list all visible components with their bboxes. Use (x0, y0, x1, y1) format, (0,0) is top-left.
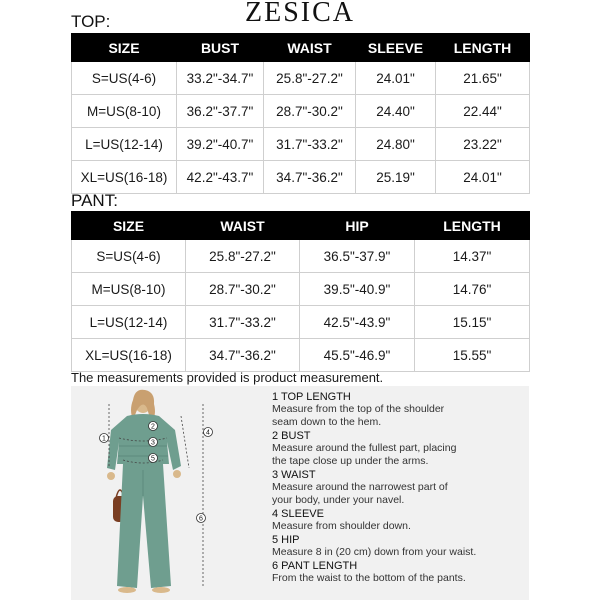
marker-label: 4 (206, 429, 210, 437)
brand-logo: ZESICA (245, 0, 355, 28)
column-header: BUST (177, 34, 264, 62)
column-header: LENGTH (415, 212, 530, 240)
model-figure (71, 386, 266, 600)
model-hand-left (107, 472, 115, 480)
step-title: 4 SLEEVE (272, 508, 324, 520)
table-cell: 39.5"-40.9" (300, 273, 415, 306)
table-header-row (72, 212, 530, 240)
step-top-length (272, 391, 527, 429)
column-header: SIZE (72, 34, 177, 62)
table-cell: 28.7"-30.2" (186, 273, 300, 306)
table-cell: 15.55" (415, 339, 530, 372)
table-cell: 36.2"-37.7" (177, 95, 264, 128)
table-cell: L=US(12-14) (72, 128, 177, 161)
marker-label: 2 (151, 423, 155, 431)
table-cell: L=US(12-14) (72, 306, 186, 339)
table-cell: XL=US(16-18) (72, 161, 177, 194)
table-cell: 39.2"-40.7" (177, 128, 264, 161)
step-title: 2 BUST (272, 430, 311, 442)
model-blouse (107, 414, 181, 470)
column-header: WAIST (264, 34, 356, 62)
top-size-table (71, 33, 530, 194)
table-row (72, 306, 530, 339)
step-desc: your body, under your navel. (272, 494, 405, 506)
table-cell: 25.8"-27.2" (186, 240, 300, 273)
step-desc: Measure from the top of the shoulder (272, 403, 445, 415)
step-title: 6 PANT LENGTH (272, 560, 358, 572)
column-header: WAIST (186, 212, 300, 240)
table-cell: 31.7"-33.2" (186, 306, 300, 339)
table-cell: 28.7"-30.2" (264, 95, 356, 128)
table-cell: 42.2"-43.7" (177, 161, 264, 194)
step-desc: Measure around the fullest part, placing (272, 442, 457, 454)
table-cell: 34.7"-36.2" (186, 339, 300, 372)
marker-label: 6 (199, 515, 203, 523)
table-row (72, 95, 530, 128)
table-row (72, 240, 530, 273)
table-cell: 36.5"-37.9" (300, 240, 415, 273)
column-header: SIZE (72, 212, 186, 240)
table-cell: 14.76" (415, 273, 530, 306)
table-header-row (72, 34, 530, 62)
table-cell: XL=US(16-18) (72, 339, 186, 372)
step-title: 1 TOP LENGTH (272, 391, 351, 403)
step-hip (272, 534, 527, 559)
table-cell: 25.8"-27.2" (264, 62, 356, 95)
step-bust (272, 430, 527, 468)
column-header: HIP (300, 212, 415, 240)
step-desc: Measure from shoulder down. (272, 520, 411, 532)
table-cell: 45.5"-46.9" (300, 339, 415, 372)
table-cell: M=US(8-10) (72, 273, 186, 306)
step-desc: From the waist to the bottom of the pants. (272, 572, 466, 584)
table-cell: 24.80" (356, 128, 436, 161)
table-cell: 14.37" (415, 240, 530, 273)
marker-label: 1 (102, 435, 106, 443)
step-desc: Measure around the narrowest part of (272, 481, 448, 493)
step-title: 5 HIP (272, 534, 300, 546)
table-row (72, 273, 530, 306)
table-cell: S=US(4-6) (72, 240, 186, 273)
table-cell: 15.15" (415, 306, 530, 339)
step-desc: Measure 8 in (20 cm) down from your waist. (272, 546, 477, 558)
table-cell: M=US(8-10) (72, 95, 177, 128)
measurement-note: The measurements provided is product measurement. (71, 370, 384, 385)
table-cell: 25.19" (356, 161, 436, 194)
table-row (72, 161, 530, 194)
table-cell: 22.44" (436, 95, 530, 128)
table-cell: S=US(4-6) (72, 62, 177, 95)
model-hand-right (173, 470, 181, 478)
table-row (72, 128, 530, 161)
table-cell: 33.2"-34.7" (177, 62, 264, 95)
column-header: SLEEVE (356, 34, 436, 62)
step-sleeve (272, 508, 527, 533)
table-cell: 21.65" (436, 62, 530, 95)
marker-label: 3 (151, 439, 155, 447)
table-cell: 42.5"-43.9" (300, 306, 415, 339)
model-pants (117, 464, 171, 588)
measurement-guide (71, 386, 529, 600)
table-cell: 31.7"-33.2" (264, 128, 356, 161)
table-cell: 24.40" (356, 95, 436, 128)
step-desc: seam down to the hem. (272, 416, 382, 428)
table-row (72, 62, 530, 95)
measurement-steps (272, 391, 527, 586)
top-section-label: TOP: (71, 12, 111, 31)
model-foot-left (118, 587, 136, 593)
pant-section-label: PANT: (71, 191, 118, 210)
table-row (72, 339, 530, 372)
step-pant-length (272, 560, 527, 585)
pant-size-table (71, 211, 530, 372)
marker-label: 5 (151, 455, 155, 463)
table-cell: 24.01" (436, 161, 530, 194)
step-desc: the tape close up under the arms. (272, 455, 429, 467)
step-waist (272, 469, 527, 507)
model-foot-right (152, 587, 170, 593)
table-cell: 34.7"-36.2" (264, 161, 356, 194)
table-cell: 24.01" (356, 62, 436, 95)
column-header: LENGTH (436, 34, 530, 62)
table-cell: 23.22" (436, 128, 530, 161)
step-title: 3 WAIST (272, 469, 316, 481)
